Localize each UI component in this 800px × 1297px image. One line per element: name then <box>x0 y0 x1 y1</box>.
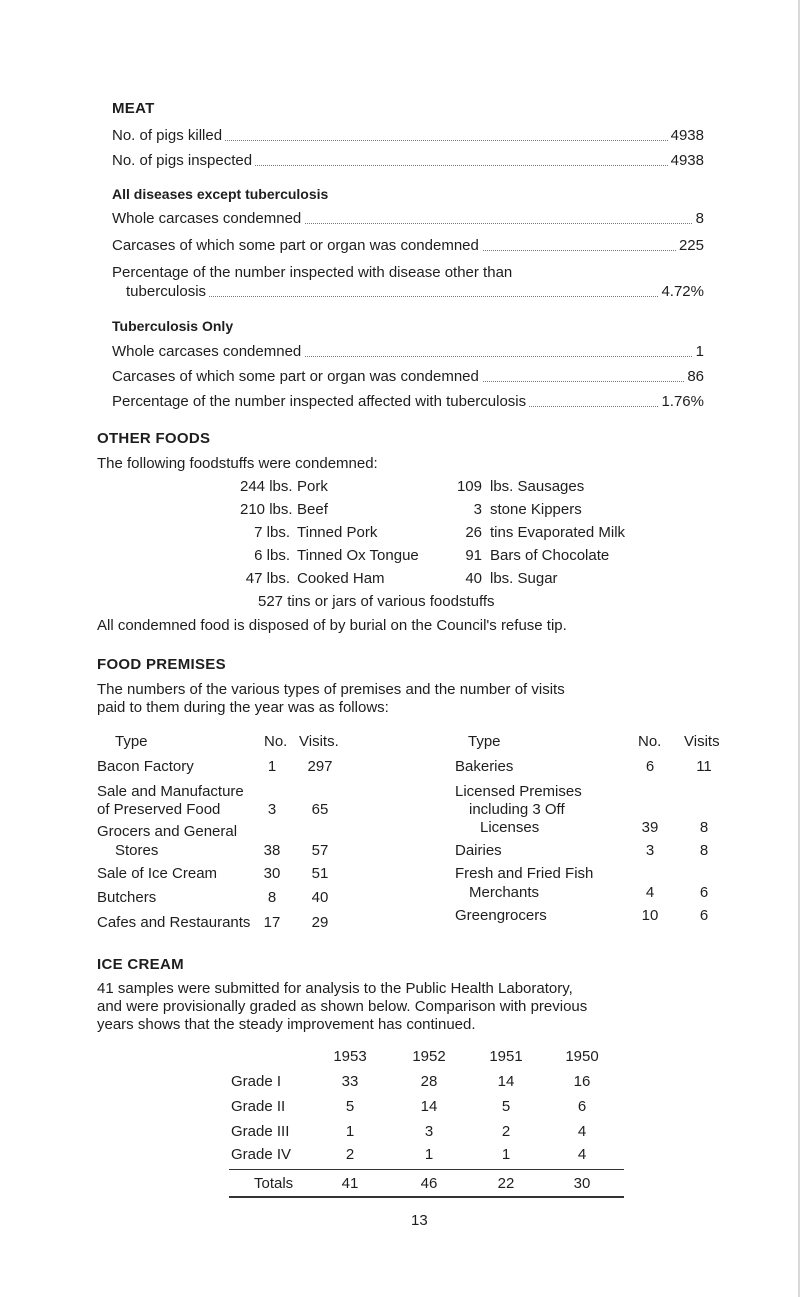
right-food-qty: 26 <box>465 524 482 541</box>
disposal-note: All condemned food is disposed of by burial on the Council's refuse tip. <box>97 617 567 634</box>
left-no-header: No. <box>264 733 288 750</box>
grade-value: 2 <box>345 1146 355 1163</box>
premises-no: 10 <box>641 907 659 924</box>
totals-value: 41 <box>341 1175 359 1192</box>
pigs-inspected-label: No. of pigs inspected <box>112 152 255 169</box>
premises-type: Licensed Premises <box>455 783 582 800</box>
premises-no: 39 <box>641 819 659 836</box>
pigs-killed-label: No. of pigs killed <box>112 127 225 144</box>
right-food-item: lbs. Sausages <box>490 478 585 495</box>
ice-cream-para-1: 41 samples were submitted for analysis to the Public Health Laboratory, <box>97 980 573 997</box>
premises-type: Dairies <box>455 842 502 859</box>
premises-no: 38 <box>263 842 281 859</box>
tb-whole-label: Whole carcases condemned <box>112 343 304 360</box>
grade-value: 1 <box>501 1146 511 1163</box>
premises-type: Fresh and Fried Fish <box>455 865 594 882</box>
pigs-killed-value: 4938 <box>668 127 704 144</box>
premises-type-cont: Merchants <box>469 884 540 901</box>
left-food-qty: 244 lbs. <box>240 478 293 495</box>
grade-value: 16 <box>573 1073 591 1090</box>
premises-type: Butchers <box>97 889 157 906</box>
grade-value: 14 <box>420 1098 438 1115</box>
other-foods-intro: The following foodstuffs were condemned: <box>97 455 378 472</box>
grade-value: 5 <box>345 1098 355 1115</box>
all-diseases-part-row <box>112 237 704 255</box>
grade-value: 2 <box>501 1123 511 1140</box>
right-food-item: tins Evaporated Milk <box>490 524 626 541</box>
right-visits-header: Visits <box>684 733 720 750</box>
ice-cream-heading: ICE CREAM <box>97 956 184 973</box>
ice-cream-para-2: and were provisionally graded as shown below. Comparison with previous <box>97 998 588 1015</box>
premises-visits: 6 <box>699 884 709 901</box>
premises-visits: 11 <box>696 758 712 775</box>
totals-label: Totals <box>254 1175 294 1192</box>
all-diseases-part-label: Carcases of which some part or organ was condemned <box>112 237 482 254</box>
right-food-item: Bars of Chocolate <box>490 547 610 564</box>
all-diseases-whole-value: 8 <box>693 210 704 227</box>
grade-value: 14 <box>497 1073 515 1090</box>
all-diseases-whole-label: Whole carcases condemned <box>112 210 304 227</box>
premises-type: Sale and Manufacture <box>97 783 244 800</box>
premises-visits: 57 <box>311 842 329 859</box>
left-food-item: Beef <box>297 501 328 518</box>
pigs-inspected-value: 4938 <box>668 152 704 169</box>
premises-visits: 297 <box>307 758 333 775</box>
totals-value: 30 <box>573 1175 591 1192</box>
all-diseases-pct-row <box>126 283 704 301</box>
tb-pct-value: 1.76% <box>658 393 704 410</box>
premises-visits: 51 <box>311 865 329 882</box>
right-food-qty: 109 <box>456 478 482 495</box>
year-header: 1952 <box>412 1048 446 1065</box>
premises-visits: 29 <box>311 914 329 931</box>
premises-no: 3 <box>645 842 655 859</box>
tb-only-heading: Tuberculosis Only <box>112 318 234 334</box>
grade-label: Grade IV <box>231 1146 292 1163</box>
premises-type-cont: Stores <box>115 842 159 859</box>
tb-part-value: 86 <box>684 368 704 385</box>
premises-type-cont: of Preserved Food <box>97 801 221 818</box>
grade-value: 5 <box>501 1098 511 1115</box>
page-number: 13 <box>411 1212 428 1229</box>
premises-no: 1 <box>267 758 277 775</box>
various-foodstuffs: 527 tins or jars of various foodstuffs <box>258 593 495 610</box>
left-food-item: Tinned Pork <box>297 524 378 541</box>
totals-value: 22 <box>497 1175 515 1192</box>
all-diseases-heading: All diseases except tuberculosis <box>112 186 329 202</box>
tb-pct-label: Percentage of the number inspected affected with tuberculosis <box>112 393 529 410</box>
premises-visits: 8 <box>699 842 709 859</box>
premises-visits: 40 <box>311 889 329 906</box>
food-premises-intro-2: paid to them during the year was as follows: <box>97 699 389 716</box>
left-food-qty: 210 lbs. <box>240 501 293 518</box>
totals-bottom-rule <box>229 1196 624 1198</box>
left-food-qty: 47 lbs. <box>245 570 290 587</box>
premises-no: 30 <box>263 865 281 882</box>
all-diseases-pct-value: 4.72% <box>658 283 704 300</box>
right-food-qty: 3 <box>473 501 482 518</box>
premises-type: Bakeries <box>455 758 514 775</box>
premises-type: Grocers and General <box>97 823 238 840</box>
left-type-header: Type <box>115 733 148 750</box>
grade-value: 4 <box>577 1146 587 1163</box>
premises-no: 6 <box>645 758 655 775</box>
right-food-qty: 91 <box>465 547 482 564</box>
premises-type: Greengrocers <box>455 907 547 924</box>
food-premises-intro-1: The numbers of the various types of premises and the number of visits <box>97 681 565 698</box>
right-no-header: No. <box>638 733 662 750</box>
premises-type-cont: including 3 Off <box>469 801 565 818</box>
premises-type: Sale of Ice Cream <box>97 865 218 882</box>
grade-label: Grade II <box>231 1098 286 1115</box>
tb-whole-row <box>112 343 704 361</box>
grade-value: 3 <box>424 1123 434 1140</box>
grade-value: 6 <box>577 1098 587 1115</box>
grade-value: 33 <box>341 1073 359 1090</box>
tb-part-row <box>112 368 704 386</box>
all-diseases-pct-line2: tuberculosis <box>126 283 209 300</box>
all-diseases-whole-row <box>112 210 704 228</box>
left-food-item: Tinned Ox Tongue <box>297 547 419 564</box>
premises-visits: 8 <box>699 819 709 836</box>
left-food-qty: 7 lbs. <box>254 524 290 541</box>
left-visits-header: Visits. <box>299 733 339 750</box>
grade-value: 28 <box>420 1073 438 1090</box>
premises-visits: 6 <box>699 907 709 924</box>
meat-heading: MEAT <box>112 100 155 117</box>
year-header: 1953 <box>333 1048 367 1065</box>
food-premises-heading: FOOD PREMISES <box>97 656 226 673</box>
year-header: 1950 <box>565 1048 599 1065</box>
totals-top-rule <box>229 1169 624 1170</box>
right-food-item: lbs. Sugar <box>490 570 558 587</box>
premises-no: 4 <box>645 884 655 901</box>
right-food-qty: 40 <box>465 570 482 587</box>
right-type-header: Type <box>468 733 501 750</box>
pigs-inspected-row <box>112 152 704 170</box>
all-diseases-pct-line1: Percentage of the number inspected with disease other than <box>112 264 513 281</box>
totals-value: 46 <box>420 1175 438 1192</box>
left-food-item: Cooked Ham <box>297 570 385 587</box>
premises-type: Bacon Factory <box>97 758 194 775</box>
premises-no: 8 <box>267 889 277 906</box>
grade-value: 4 <box>577 1123 587 1140</box>
left-food-qty: 6 lbs. <box>254 547 290 564</box>
grade-value: 1 <box>345 1123 355 1140</box>
premises-type-cont: Licenses <box>480 819 540 836</box>
year-header: 1951 <box>489 1048 523 1065</box>
grade-label: Grade I <box>231 1073 282 1090</box>
tb-pct-row <box>112 393 704 411</box>
tb-whole-value: 1 <box>693 343 704 360</box>
pigs-killed-row <box>112 127 704 145</box>
premises-no: 3 <box>267 801 277 818</box>
all-diseases-part-value: 225 <box>676 237 704 254</box>
premises-type: Cafes and Restaurants <box>97 914 251 931</box>
premises-no: 17 <box>263 914 281 931</box>
grade-label: Grade III <box>231 1123 290 1140</box>
left-food-item: Pork <box>297 478 328 495</box>
grade-value: 1 <box>424 1146 434 1163</box>
tb-part-label: Carcases of which some part or organ was condemned <box>112 368 482 385</box>
other-foods-heading: OTHER FOODS <box>97 430 211 447</box>
ice-cream-para-3: years shows that the steady improvement has continued. <box>97 1016 476 1033</box>
premises-visits: 65 <box>311 801 329 818</box>
right-food-item: stone Kippers <box>490 501 582 518</box>
